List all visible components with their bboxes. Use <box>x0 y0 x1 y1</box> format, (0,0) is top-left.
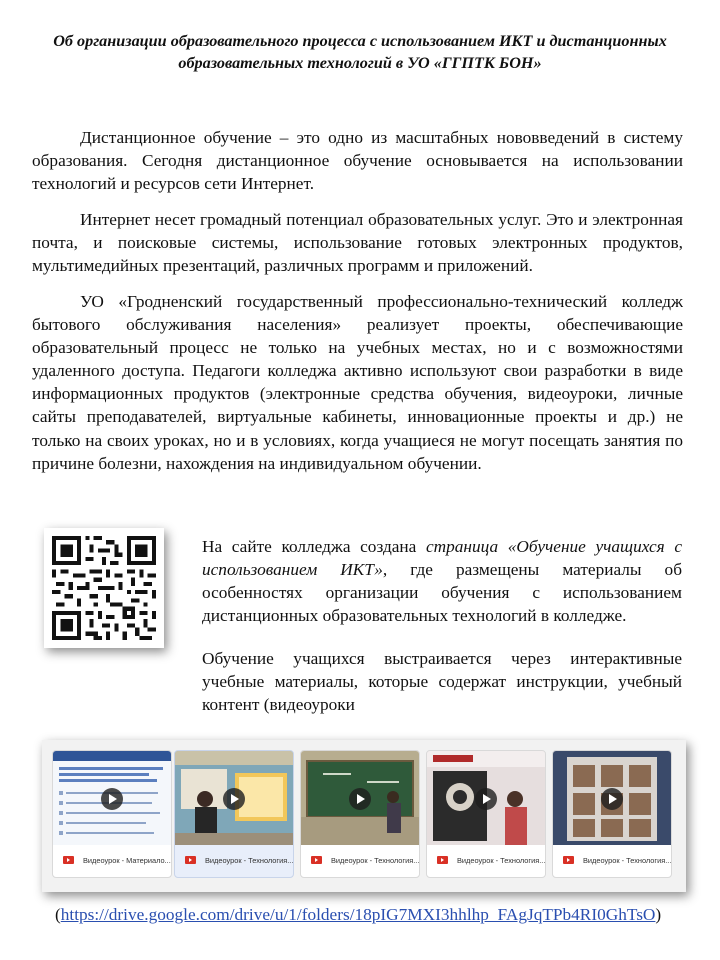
site-note-after: , где размещены материалы об особенностях организации обучения с использованием дистанционных образовательных технологий в колледже. <box>202 560 682 626</box>
qr-code <box>44 528 164 648</box>
video-caption: Видеоурок - Технология... <box>301 849 419 871</box>
video-caption: Видеоурок - Технология... <box>427 849 545 871</box>
video-caption: Видеоурок - Технология... <box>175 849 293 871</box>
video-card[interactable] <box>426 750 546 878</box>
video-card[interactable] <box>552 750 672 878</box>
video-file-icon <box>311 856 322 864</box>
video-caption: Видеоурок - Технология... <box>553 849 671 871</box>
video-card[interactable] <box>300 750 420 878</box>
video-gallery <box>42 740 686 892</box>
video-thumbnail <box>301 751 419 845</box>
link-open-paren: ( <box>55 905 61 924</box>
paragraph-site-page <box>202 535 682 627</box>
video-thumbnail <box>427 751 545 845</box>
video-thumbnail <box>553 751 671 845</box>
video-thumbnail <box>175 751 293 845</box>
play-icon[interactable] <box>601 788 623 810</box>
paragraph-college-projects: УО «Гродненский государственный профессионально-технический колледж бытового обслуживания населения» реализует проекты, обеспечивающие образовательный процесс не только на учебных местах, но и с возможностями удаленного доступа. Педагоги колледжа активно используют свои разработки в виде информационных продуктов (электронные средства обучения, видеоуроки, личные сайты преподавателей, виртуальные кабинеты, инновационные проекты и др.) не только на своих уроках, но и в условиях, когда учащиеся не могут посещать занятия по причине болезни, нахождения на индивидуальном обучении. <box>32 292 683 473</box>
play-icon[interactable] <box>101 788 123 810</box>
site-note-before: На сайте колледжа создана <box>202 537 426 556</box>
document-title: Об организации образовательного процесса с использованием ИКТ и дистанционных образовательных технологий в УО «ГГПТК БОН» <box>53 32 667 72</box>
video-card[interactable] <box>174 750 294 878</box>
video-thumbnail <box>53 751 171 845</box>
video-card[interactable] <box>52 750 172 878</box>
video-caption: Видеоурок - Материало... <box>53 849 171 871</box>
paragraph-distance-learning: Дистанционное обучение – это одно из масштабных нововведений в систему образования. Сегодня дистанционное обучение основывается на использовании технологий и ресурсов сети Интернет. <box>32 128 683 194</box>
link-close-paren: ) <box>655 905 662 924</box>
video-file-icon <box>563 856 574 864</box>
play-icon[interactable] <box>349 788 371 810</box>
play-icon[interactable] <box>475 788 497 810</box>
video-file-icon <box>185 856 196 864</box>
paragraph-learning-materials: Обучение учащихся выстраивается через интерактивные учебные материалы, которые содержат инструкции, учебный контент (видеоуроки <box>202 649 682 715</box>
drive-folder-link[interactable]: https://drive.google.com/drive/u/1/folders/18pIG7MXI3hhlhp_FAgJqTPb4RI0GhTsO <box>60 905 656 924</box>
drive-link-line <box>55 904 695 925</box>
qr-code-image <box>52 536 156 640</box>
site-page-name: страница «Обучение учащихся с использованием ИКТ» <box>202 537 682 580</box>
paragraph-internet-potential: Интернет несет громадный потенциал образовательных услуг. Это и электронная почта, и поисковые системы, использование готовых электронных продуктов, мультимедийных презентаций, различных программ и приложений. <box>32 210 683 276</box>
play-icon[interactable] <box>223 788 245 810</box>
video-file-icon <box>437 856 448 864</box>
video-file-icon <box>63 856 74 864</box>
